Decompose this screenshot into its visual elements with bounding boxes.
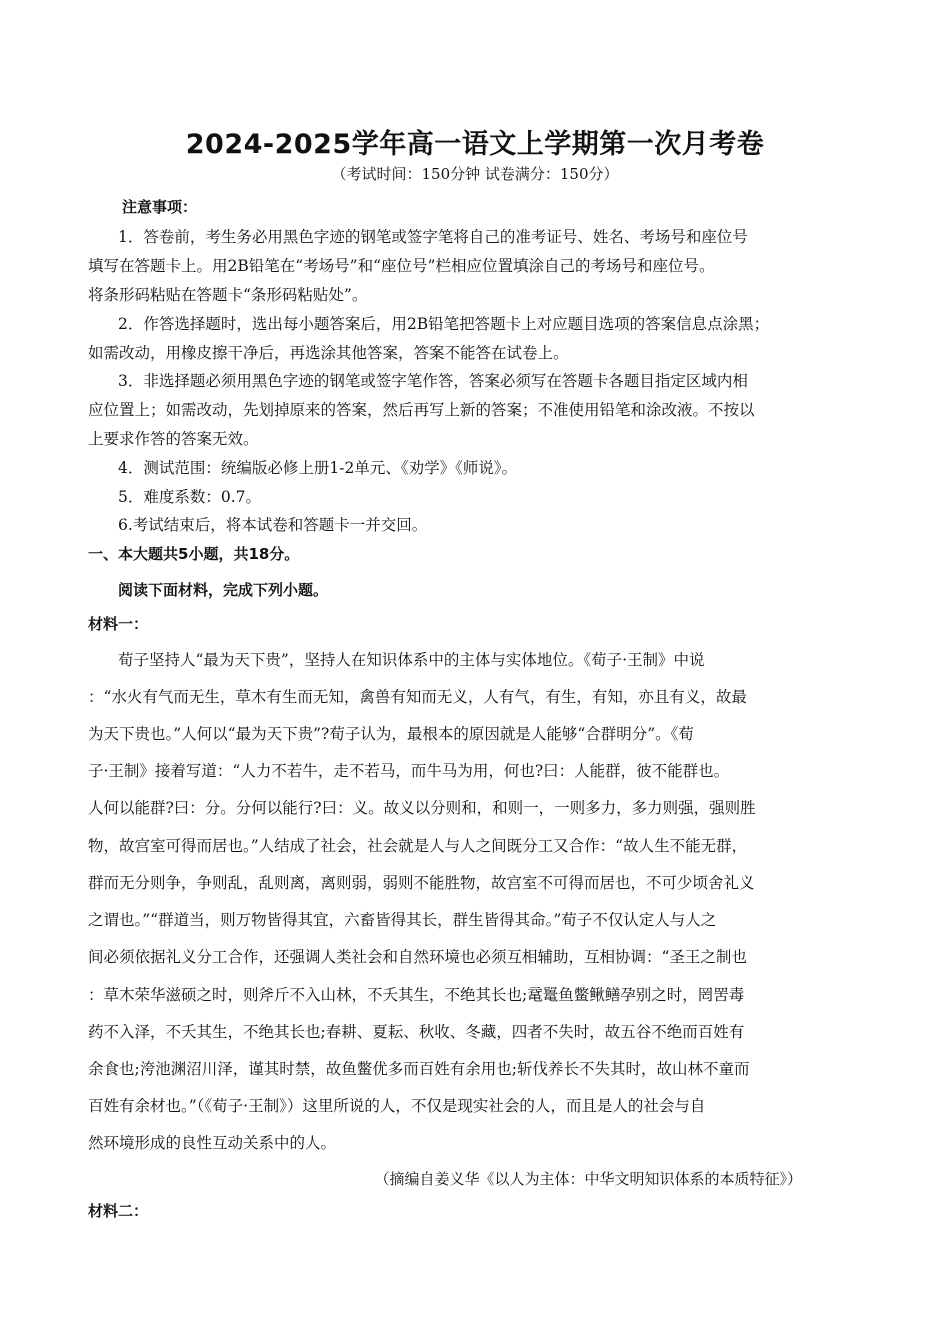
notice-line: 应位置上；如需改动，先划掉原来的答案，然后再写上新的答案；不准使用铅笔和涂改液。不按以 bbox=[88, 401, 755, 419]
material-line: 物，故宫室可得而居也。”人结成了社会，社会就是人与人之间既分工又合作：“故人生不能无群， bbox=[88, 837, 748, 855]
material-line: 人何以能群?曰：分。分何以能行?曰：义。故义以分则和，和则一，一则多力，多力则强，强则胜 bbox=[88, 799, 756, 817]
exam-info: （考试时间：150分钟 试卷满分：150分） bbox=[331, 165, 619, 183]
material-line: 之谓也。”“群道当，则万物皆得其宜，六畜皆得其长，群生皆得其命。”荀子不仅认定人与人之 bbox=[88, 911, 717, 929]
material-label: 材料一： bbox=[88, 615, 149, 633]
notice-line: 4．测试范围：统编版必修上册1-2单元、《劝学》《师说》。 bbox=[118, 459, 518, 477]
material-line: 药不入泽，不夭其生，不绝其长也;春耕、夏耘、秋收、冬藏，四者不失时，故五谷不绝而百姓有 bbox=[88, 1023, 745, 1041]
material-line: 荀子坚持人“最为天下贵”，坚持人在知识体系中的主体与实体地位。《荀子·王制》中说 bbox=[118, 651, 705, 669]
material-line: 然环境形成的良性互动关系中的人。 bbox=[88, 1134, 337, 1152]
material-line: 子·王制》接着写道：“人力不若牛，走不若马，而牛马为用，何也?曰：人能群，彼不能群也。 bbox=[88, 762, 730, 780]
material-line: ：草木荣华滋硕之时，则斧斤不入山林，不夭其生，不绝其长也;鼋鼍鱼鳖鳅鳝孕别之时，罔罟毒 bbox=[88, 986, 745, 1004]
notice-line: 2．作答选择题时，选出每小题答案后，用2B铅笔把答题卡上对应题目选项的答案信息点涂黑； bbox=[118, 315, 770, 333]
notice-line: 上要求作答的答案无效。 bbox=[88, 430, 259, 448]
material-line: ：“水火有气而无生，草木有生而无知，禽兽有知而无义，人有气，有生，有知，亦且有义，故最 bbox=[88, 688, 747, 706]
notice-heading: 注意事项： bbox=[122, 198, 198, 216]
notice-line: 填写在答题卡上。用2B铅笔在“考场号”和“座位号”栏相应位置填涂自己的考场号和座位号。 bbox=[88, 257, 715, 275]
notice-line: 1．答卷前，考生务必用黑色字迹的钢笔或签字笔将自己的准考证号、姓名、考场号和座位号 bbox=[118, 228, 748, 246]
material-source: （摘编自姜义华《以人为主体：中华文明知识体系的本质特征》） bbox=[374, 1170, 802, 1188]
material-line: 群而无分则争，争则乱，乱则离，离则弱，弱则不能胜物，故宫室不可得而居也，不可少顷舍礼义 bbox=[88, 874, 755, 892]
page-title: 2024-2025学年高一语文上学期第一次月考卷 bbox=[185, 129, 765, 160]
notice-line: 如需改动，用橡皮擦干净后，再选涂其他答案，答案不能答在试卷上。 bbox=[88, 344, 569, 362]
material-line: 余食也;洿池渊沼川泽，谨其时禁，故鱼鳖优多而百姓有余用也;斩伐养长不失其时，故山林不童而 bbox=[88, 1060, 750, 1078]
section-heading: 一、本大题共5小题，共18分。 bbox=[88, 545, 300, 563]
notice-line: 6.考试结束后，将本试卷和答题卡一并交回。 bbox=[118, 516, 428, 534]
section-instruction: 阅读下面材料，完成下列小题。 bbox=[118, 581, 329, 599]
notice-line: 3．非选择题必须用黑色字迹的钢笔或签字笔作答，答案必须写在答题卡各题目指定区域内相 bbox=[118, 372, 748, 390]
material-label: 材料二： bbox=[88, 1202, 149, 1220]
material-line: 为天下贵也。”人何以“最为天下贵”?荀子认为，最根本的原因就是人能够“合群明分”。《荀 bbox=[88, 725, 694, 743]
material-line: 间必须依据礼义分工合作，还强调人类社会和自然环境也必须互相辅助，互相协调：“圣王之制也 bbox=[88, 948, 747, 966]
notice-line: 将条形码粘贴在答题卡“条形码粘贴处”。 bbox=[88, 286, 368, 304]
material-line: 百姓有余材也。”（《荀子·王制》）这里所说的人，不仅是现实社会的人，而且是人的社会与自 bbox=[88, 1097, 706, 1115]
notice-line: 5．难度系数：0.7。 bbox=[118, 488, 262, 506]
